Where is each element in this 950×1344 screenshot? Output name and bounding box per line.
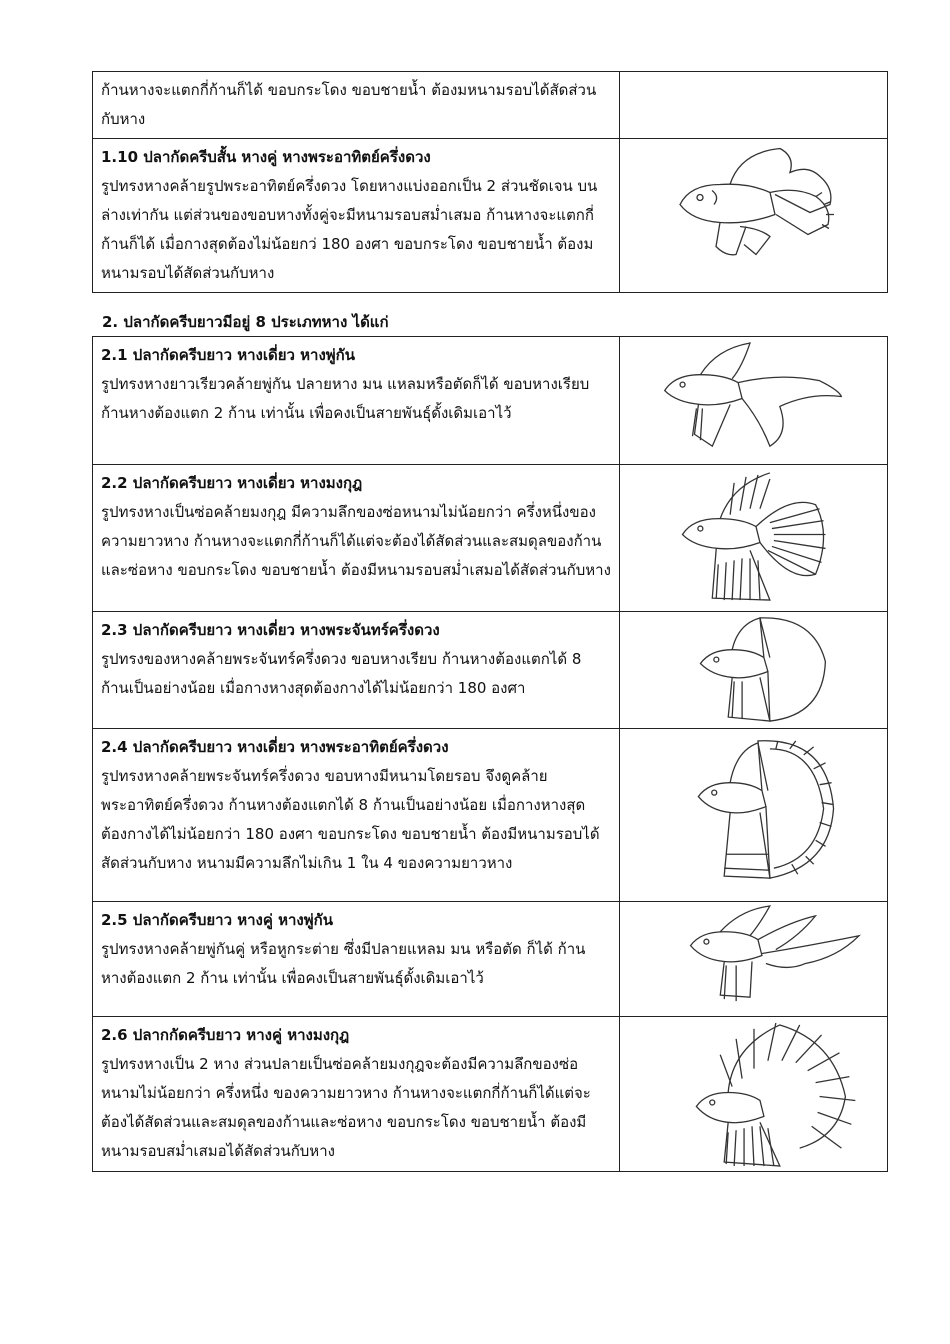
row-title: 2.3 ปลากัดครีบยาว หางเดี่ยว หางพระจันทร์ครึ่งดวง [101,621,440,639]
crowntail-fish-illustration [620,465,887,611]
table-cell-image [620,72,888,139]
halfmoon-fish-illustration [620,612,887,728]
table-row [93,465,888,612]
row-description: รูปทรงหางเป็น 2 หาง ส่วนปลายเป็นซ่อคล้ายมงกุฎจะต้องมีความลึกของซ่อหนามไม่น้อยกว่า ครึ่งหนึ่ง ของความยาวหาง ก้านหางจะแตกกี่ก้านก็ได้แต่จะต้องได้สัดส่วนและสมดุลของก้านและซ่อหาง ขอบกระโดง ขอบชายน้ำ ต้องมีหนามรอบสม่ำเสมอได้สัดส่วนกับหาง [101,1055,591,1160]
table-cell-text [93,337,620,465]
row-title: 2.5 ปลากัดครีบยาว หางคู่ หางพู่กัน [101,911,333,929]
table-cell-image [620,337,888,465]
double-crowntail-fish-illustration [620,1017,887,1171]
table-cell-image [620,139,888,293]
table-cell-text [93,72,620,139]
row-description: ก้านหางจะแตกกี่ก้านก็ได้ ขอบกระโดง ขอบชายน้ำ ต้องมหนามรอบได้สัดส่วนกับหาง [101,81,597,128]
table-cell-image [620,729,888,902]
fish-type-table-long-fin [92,336,888,1172]
table-row [93,612,888,729]
fish-type-table-short-fin [92,71,888,293]
row-description: รูปทรงหางคล้ายพู่กันคู่ หรือหูกระต่าย ซึ่งมีปลายแหลม มน หรือตัด ก็ได้ ก้านหางต้องแตก 2 ก้าน เท่านั้น เพื่อคงเป็นสายพันธุ์ดั้งเดิมเอาไว้ [101,940,586,987]
table-cell-text [93,612,620,729]
table-cell-text [93,465,620,612]
table-cell-image [620,1017,888,1172]
table-row [93,902,888,1017]
section-heading: 2. ปลากัดครีบยาวมีอยู่ 8 ประเภทหาง ได้แก่ [102,313,389,331]
table-row [93,139,888,293]
halfsun-double-tail-fish-illustration [620,139,887,292]
table-cell-image [620,465,888,612]
table-row [93,1017,888,1172]
double-veiltail-fish-illustration [620,902,887,1016]
table-cell-image [620,612,888,729]
table-cell-image [620,902,888,1017]
table-cell-text [93,139,620,293]
row-description: รูปทรงหางคล้ายรูปพระอาทิตย์ครึ่งดวง โดยหางแบ่งออกเป็น 2 ส่วนชัดเจน บนล่างเท่ากัน แต่ส่วนของขอบหางทั้งคู่จะมีหนามรอบสม่ำเสมอ ก้านหางจะแตกกี่ก้านก็ได้ เมื่อกางสุดต้องไม่น้อยกว่ 180 องศา ขอบกระโดง ขอบชายน้ำ ต้องมหนามรอบได้สัดส่วนกับหาง [101,177,598,282]
row-description: รูปทรงของหางคล้ายพระจันทร์ครึ่งดวง ขอบหางเรียบ ก้านหางต้องแตกได้ 8 ก้านเป็นอย่างน้อย เมื่อกางหางสุดต้องกางได้ไม่น้อยกว่า 180 องศา [101,650,582,697]
row-title: 2.1 ปลากัดครีบยาว หางเดี่ยว หางพู่กัน [101,346,356,364]
table-row [93,729,888,902]
halfsun-single-tail-fish-illustration [620,729,887,901]
row-description: รูปทรงหางคล้ายพระจันทร์ครึ่งดวง ขอบหางมีหนามโดยรอบ จึงดูคล้ายพระอาทิตย์ครึ่งดวง ก้านหางต้องแตกได้ 8 ก้านเป็นอย่างน้อย เมื่อกางหางสุดต้องกางได้ไม่น้อยกว่า 180 องศา ขอบกระโดง ขอบชายน้ำ ต้องมีหนามรอบได้สัดส่วนกับหาง หนามมีความลึกไม่เกิน 1 ใน 4 ของความยาวหาง [101,767,600,872]
row-title: 1.10 ปลากัดครีบสั้น หางคู่ หางพระอาทิตย์ครึ่งดวง [101,148,431,166]
table-cell-text [93,729,620,902]
table-row [93,337,888,465]
row-description: รูปทรงหางเป็นซ่อคล้ายมงกุฎ มีความลึกของซ่อหนามไม่น้อยกว่า ครึ่งหนึ่งของความยาวหาง ก้านหางจะแตกกี่ก้านก็ได้แต่จะต้องได้สัดส่วนและสมดุลของก้านและซ่อหาง ขอบกระโดง ขอบชายน้ำ ต้องมีหนามรอบสม่ำเสมอได้สัดส่วนกับหาง [101,503,611,579]
row-title: 2.6 ปลากกัดครีบยาว หางคู่ หางมงกุฎ [101,1026,350,1044]
table-row [93,72,888,139]
veiltail-fish-illustration [620,337,887,464]
row-title: 2.2 ปลากัดครีบยาว หางเดี่ยว หางมงกุฎ [101,474,363,492]
table-cell-text [93,1017,620,1172]
row-description: รูปทรงหางยาวเรียวคล้ายพู่กัน ปลายหาง มน แหลมหรือตัดก็ได้ ขอบหางเรียบ ก้านหางต้องแตก 2 ก้าน เท่านั้น เพื่อคงเป็นสายพันธุ์ดั้งเดิมเอาไว้ [101,375,590,422]
row-title: 2.4 ปลากัดครีบยาว หางเดี่ยว หางพระอาทิตย์ครึ่งดวง [101,738,449,756]
table-cell-text [93,902,620,1017]
